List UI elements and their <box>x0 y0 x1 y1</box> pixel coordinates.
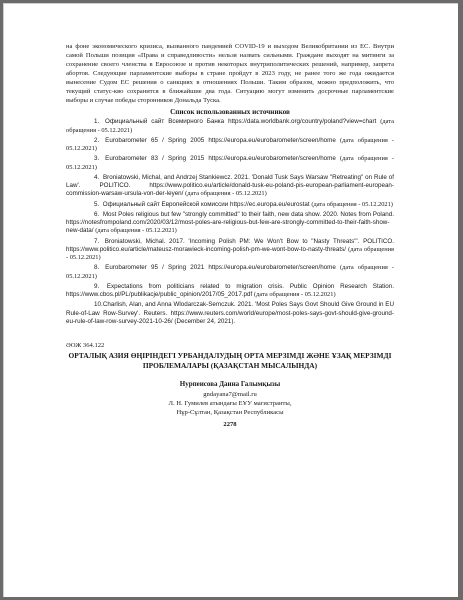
reference-number: 6. <box>94 210 100 218</box>
document-page <box>3 3 458 597</box>
reference-access-date: (дата обращения - 05.12.2021) <box>66 155 394 171</box>
reference-number: 3. <box>94 155 100 163</box>
reference-number: 8. <box>94 264 100 272</box>
reference-access-date: (дата обращения - 05.12.2021) <box>185 190 267 198</box>
reference-text: Broniatowski, Michal, and Andrzej Stankiewcz. 2021. 'Donald Tusk Says Warsaw "Retreating" on Rule of Law'. POLITICO. https://www.politico.eu/article/donald-tusk-eu-poland-pis-european-parliament-european-commission-warsaw-ursula-von-der-leyen/ <box>66 173 394 198</box>
reference-text: Eurobarometer 83 / Spring 2015 https://europa.eu/eurobarometer/screen/home <box>105 155 336 163</box>
reference-number: 7. <box>94 237 100 245</box>
reference-number: 2. <box>94 136 100 144</box>
reference-access-date: (дата обращения - 05.12.2021) <box>311 200 393 208</box>
reference-item <box>66 118 394 135</box>
reference-text: Expectations from politicians related to migration crisis. Public Opinion Research Station. https://www.cbos.pl/PL/publikacje/public_opinion/2017/05_2017.pdf <box>66 282 394 299</box>
references-heading: Список использованных источников <box>170 108 290 117</box>
reference-text: Charlish, Alan, and Anna Wlodarczak-Semczuk. 2021. 'Most Poles Says Govt Should Give Ground in EU Rule-of-Law Row-Survey'. Reuters. https://www.reuters.com/world/europe/most-poles-says-govt-should-give-ground-eu-rule-of-law-row-survey-2021-10-26/ (December 24, 2021). <box>66 301 394 326</box>
page-number: 2278 <box>223 421 237 429</box>
reference-item <box>66 155 394 172</box>
reference-item <box>66 283 394 300</box>
reference-text: Eurobarometer 95 / Spring 2021 https://europa.eu/eurobarometer/screen/home <box>105 264 336 272</box>
reference-access-date: (дата обращения - 05.12.2021) <box>66 136 394 153</box>
author-name: Нурпеисова Даина Галымқызы <box>179 380 281 389</box>
reference-access-date: (дата обращения - 05.12.2021) <box>95 227 177 235</box>
reference-item <box>66 264 394 281</box>
reference-number: 9. <box>94 282 100 290</box>
reference-number: 10. <box>94 301 103 309</box>
intro-paragraph: на фоне экономического кризиса, вызванного пандемией COVID-19 и выходом Великобритании из ЕС. Внутри самой Польши позиция «Права и справедливости» нельзя назвать сильными. Граждане выходят на митинги за сохранение своего членства в Евросоюзе и против некоторых внутриполитических решений, например, запрета абортов. Следующие парламентские выборы в стране пройдут в 2023 году, не ранее того же года ожидается вынесение Судом ЕС решения о санкциях в отношениях Польши. Таким образом, можно предположить, что текущий статус-кво сохранится в ближайшие два года. Ситуацию могут изменить досрочные парламентские выборы и случае победы сторонников Дональда Туска. <box>66 43 394 105</box>
author-email[interactable]: gndayana7@mail.ru <box>203 390 257 398</box>
page-content <box>66 42 394 428</box>
reference-access-date: (дата обращения - 05.12.2021) <box>66 264 394 280</box>
reference-number: 1. <box>94 118 100 126</box>
reference-text: Most Poles religious but few "strongly committed" to their faith, new data show. 2020. Notes from Poland. https://notesfrompoland.com/2020/03/12/most-poles-are-religious-but-few-are-strongly-committed-to-their-faith-show-new-data/ <box>66 210 394 235</box>
reference-number: 4. <box>94 173 100 181</box>
reference-text: Официальный сайт Всемирного Банка https://data.worldbank.org/country/poland?view=chart <box>104 118 377 126</box>
reference-text: Официальный сайт Европейской комиссии https://ec.europa.eu/eurostat <box>102 200 310 208</box>
references-list <box>66 118 394 326</box>
reference-access-date: (дата обращения - 05.12.2021) <box>66 118 394 134</box>
reference-number: 5. <box>94 200 100 208</box>
reference-text: Eurobarometer 65 / Spring 2005 https://europa.eu/eurobarometer/screen/home <box>105 136 336 144</box>
reference-item <box>66 238 394 263</box>
author-city: Нұр-Сұлтан, Қазақстан Республикасы <box>176 409 284 416</box>
reference-access-date: (дата обращения - 05.12.2021) <box>254 291 336 299</box>
reference-item <box>66 301 394 326</box>
udk-code: ӘОЖ 364.122 <box>66 342 105 350</box>
reference-item <box>66 137 394 154</box>
article-title: ОРТАЛЫҚ АЗИЯ ӨҢІРІНДЕГІ УРБАНДАЛУДЫҢ ОРТА МЕРЗІМДІ ЖӘНЕ ҰЗАҚ МЕРЗІМДІ ПРОБЛЕМАЛАРЫ (ҚАЗАҚСТАН МЫСАЛЫНДА) <box>68 351 392 370</box>
reference-item <box>66 211 394 236</box>
reference-item <box>66 201 394 209</box>
reference-item <box>66 174 394 199</box>
reference-access-date: (дата обращения - 05.12.2021) <box>66 245 394 262</box>
author-affiliation: Л. Н. Гумилев атындағы ЕҰУ магистранты, <box>168 399 292 407</box>
reference-text: Broniatowski, Michal. 2017. 'Incoming Polish PM: We Won't Bow to "Nasty Threats"'. POLITICO. https://www.politico.eu/article/mateusz-morawieck-incoming-polish-pm-we-wont-bow-to-nasty-threats/ <box>66 237 394 253</box>
